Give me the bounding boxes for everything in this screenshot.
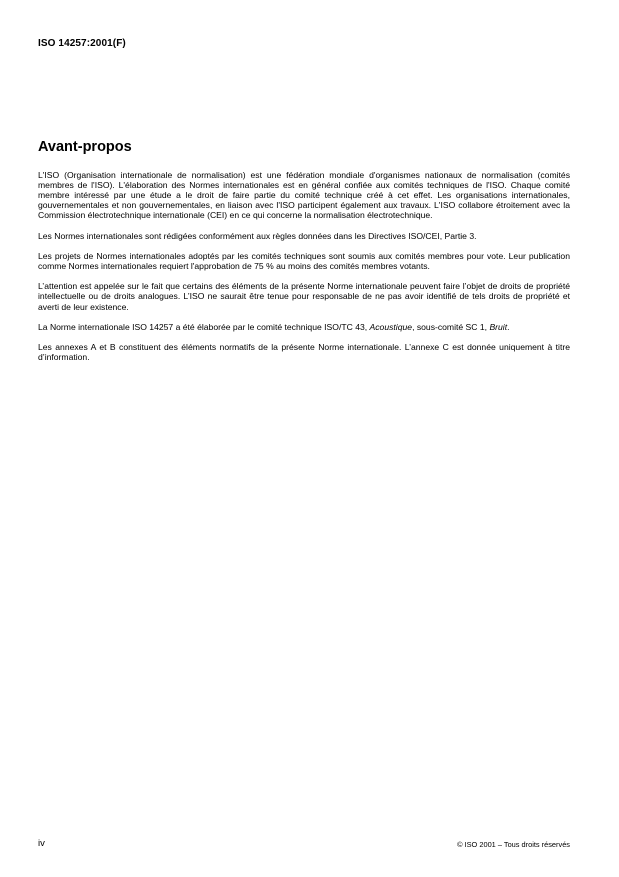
paragraph-directives: Les Normes internationales sont rédigées conformément aux règles données dans les Directives ISO/CEI, Partie 3. [38,230,477,241]
committee-text-2: , sous-comité SC 1, [412,321,490,332]
paragraph-iso-intro: L'ISO (Organisation internationale de normalisation) est une fédération mondiale d'organismes nationaux de normalisation (comités membres de l'ISO). L'élaboration des Normes internationales est en général confiée aux comités techniques de l'ISO. Chaque comité membre intéressé par une étude a le droit de faire partie du comité technique créé à cet effet. Les organisations internationales, gouvernementales et non gouvernementales, en liaison avec l'ISO participent également aux travaux. L'ISO collabore étroitement avec la Commission électrotechnique internationale (CEI) en ce qui concerne la normalisation électrotechnique. [38,170,570,221]
page-number: iv [38,838,45,849]
foreword-body [38,170,570,372]
paragraph-annexes: Les annexes A et B constituent des éléments normatifs de la présente Norme internationale. L’annexe C est donnée uniquement à titre d’information. [38,342,570,363]
committee-text-3: . [507,321,510,332]
committee-text-1: La Norme internationale ISO 14257 a été élaborée par le comité technique ISO/TC 43, [38,321,370,332]
section-title: Avant-propos [38,139,132,155]
paragraph-voting: Les projets de Normes internationales adoptés par les comités techniques sont soumis aux comités membres pour vote. Leur publication comme Normes internationales requiert l'approbation de 75 % au moins des comités membres votants. [38,250,570,272]
paragraph-patent-rights: L’attention est appelée sur le fait que certains des éléments de la présente Norme internationale peuvent faire l’objet de droits de propriété intellectuelle ou de droits analogues. L’ISO ne saurait être tenue pour responsable de ne pas avoir identifié de tels droits de propriété et averti de leur existence. [38,281,570,312]
paragraph-committee [38,322,570,332]
committee-bruit: Bruit [489,321,508,332]
committee-acoustique: Acoustique [369,321,413,332]
copyright-notice: © ISO 2001 – Tous droits réservés [457,840,570,849]
document-id-header: ISO 14257:2001(F) [38,38,126,49]
